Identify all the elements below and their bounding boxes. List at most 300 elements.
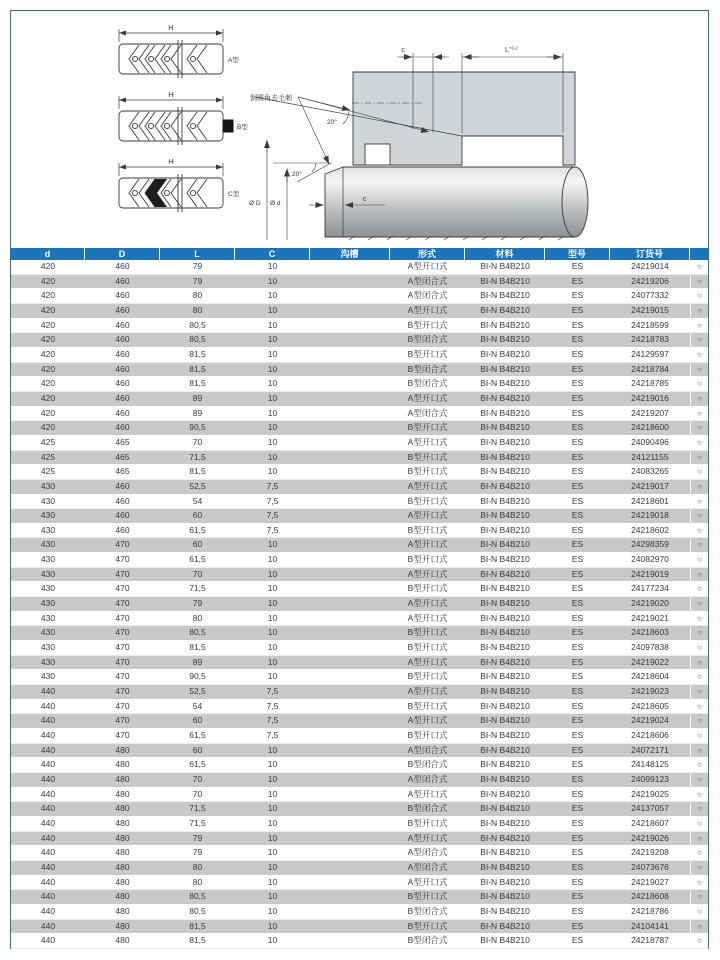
- cell-groove: [310, 480, 390, 494]
- table-header-row: [11, 248, 708, 260]
- cell-L: 89: [192, 656, 203, 667]
- cell-model: ES: [571, 656, 584, 667]
- cell-groove: [310, 538, 390, 552]
- cell-C: 10: [267, 275, 278, 286]
- cell-stock-mark: ○: [690, 802, 708, 816]
- cell-d: 420: [40, 290, 56, 301]
- cell-d: 440: [40, 817, 56, 828]
- cell-order-no: 24218784: [631, 363, 669, 374]
- table-row: [11, 905, 708, 920]
- cell-order-no: 24219015: [631, 304, 669, 315]
- table-row: [11, 656, 708, 671]
- cell-form: B型开口式: [407, 730, 448, 740]
- cell-stock-mark: ○: [690, 920, 708, 934]
- cell-d: 430: [40, 612, 56, 623]
- cell-model: ES: [571, 759, 584, 770]
- cell-d: 430: [40, 598, 56, 609]
- cell-model: ES: [571, 392, 584, 403]
- cell-form: B型闭合式: [407, 759, 448, 770]
- cell-form: A型开口式: [407, 568, 448, 579]
- cell-C: 10: [267, 392, 278, 403]
- cell-L: 80,5: [189, 334, 206, 345]
- cell-order-no: 24218606: [631, 730, 669, 740]
- cell-order-no: 24219018: [631, 510, 669, 521]
- cell-L: 81,5: [189, 378, 206, 389]
- cell-stock-mark: ○: [690, 275, 708, 289]
- table-row: [11, 832, 708, 847]
- table-row: [11, 333, 708, 348]
- cell-model: ES: [571, 700, 584, 711]
- cell-model: ES: [571, 319, 584, 330]
- cell-L: 52,5: [189, 686, 206, 697]
- cell-d: 425: [40, 466, 56, 477]
- cell-C: 10: [267, 290, 278, 301]
- cell-C: 10: [267, 539, 278, 550]
- cell-order-no: 24219016: [631, 392, 669, 403]
- cell-order-no: 24104141: [631, 920, 669, 931]
- cell-material: BI-N B4B210: [480, 319, 530, 330]
- table-row: [11, 597, 708, 612]
- drawings-svg: [11, 11, 708, 248]
- cell-order-no: 24218602: [631, 524, 669, 535]
- cell-material: BI-N B4B210: [480, 861, 530, 872]
- cell-model: ES: [571, 495, 584, 506]
- cell-stock-mark: ○: [690, 670, 708, 684]
- cell-model: ES: [571, 598, 584, 609]
- angle-bottom-label: 20°: [292, 171, 302, 178]
- cell-d: 420: [40, 348, 56, 359]
- cell-material: BI-N B4B210: [480, 304, 530, 315]
- table-row: [11, 495, 708, 510]
- dim-h-label: H: [168, 23, 174, 32]
- cell-D: 470: [115, 671, 130, 682]
- cell-C: 10: [267, 642, 278, 653]
- cell-L: 81,5: [189, 348, 206, 359]
- cell-C: 10: [267, 773, 278, 784]
- cell-model: ES: [571, 466, 584, 477]
- cell-material: BI-N B4B210: [480, 700, 530, 711]
- cell-L: 80: [192, 876, 203, 887]
- cell-order-no: 24083265: [631, 466, 669, 477]
- cell-order-no: 24219014: [631, 261, 669, 271]
- cell-order-no: 24219207: [631, 407, 669, 418]
- cell-D: 460: [115, 261, 130, 271]
- cell-stock-mark: ○: [690, 861, 708, 875]
- cell-D: 480: [115, 905, 130, 916]
- cell-L: 60: [192, 510, 203, 521]
- cell-material: BI-N B4B210: [480, 363, 530, 374]
- cell-order-no: 24219023: [631, 686, 669, 697]
- cell-groove: [310, 304, 390, 318]
- cell-stock-mark: ○: [690, 348, 708, 362]
- table-row: [11, 817, 708, 832]
- cell-d: 440: [40, 803, 56, 814]
- cell-groove: [310, 861, 390, 875]
- cell-form: A型开口式: [407, 876, 448, 887]
- cell-order-no: 24219022: [631, 656, 669, 667]
- cell-D: 470: [115, 642, 130, 653]
- deburr-note-label: 倒圆角去毛刺: [250, 95, 292, 102]
- cell-model: ES: [571, 290, 584, 301]
- cell-D: 470: [115, 730, 130, 740]
- cell-d: 440: [40, 861, 56, 872]
- cell-d: 440: [40, 788, 56, 799]
- table-row: [11, 788, 708, 803]
- cell-D: 460: [115, 334, 130, 345]
- cell-D: 460: [115, 480, 130, 491]
- cell-stock-mark: ○: [690, 524, 708, 538]
- cell-order-no: 24218783: [631, 334, 669, 345]
- cell-D: 460: [115, 319, 130, 330]
- header-D: D: [85, 248, 160, 260]
- header-groove: 沟槽: [310, 248, 390, 260]
- cell-D: 480: [115, 817, 130, 828]
- cell-groove: [310, 348, 390, 362]
- table-row: [11, 685, 708, 700]
- cell-L: 52,5: [189, 480, 206, 491]
- cell-C: 10: [267, 348, 278, 359]
- cell-L: 81,5: [189, 642, 206, 653]
- cell-material: BI-N B4B210: [480, 510, 530, 521]
- cell-groove: [310, 407, 390, 421]
- cell-form: A型开口式: [407, 392, 448, 403]
- cell-model: ES: [571, 832, 584, 843]
- cell-form: A型闭合式: [407, 275, 448, 286]
- cell-material: BI-N B4B210: [480, 568, 530, 579]
- cell-D: 470: [115, 583, 130, 594]
- installation-drawing: [249, 46, 588, 241]
- cell-stock-mark: ○: [690, 626, 708, 640]
- cell-C: 10: [267, 876, 278, 887]
- cell-L: 80: [192, 861, 203, 872]
- cell-material: BI-N B4B210: [480, 392, 530, 403]
- cell-D: 470: [115, 656, 130, 667]
- table-row: [11, 289, 708, 304]
- cell-order-no: 24097838: [631, 642, 669, 653]
- cell-d: 420: [40, 378, 56, 389]
- cell-stock-mark: ○: [690, 392, 708, 406]
- cell-model: ES: [571, 510, 584, 521]
- cell-form: A型闭合式: [407, 744, 448, 755]
- cell-L: 80,5: [189, 627, 206, 638]
- cell-d: 420: [40, 407, 56, 418]
- cell-material: BI-N B4B210: [480, 817, 530, 828]
- cell-d: 440: [40, 935, 56, 946]
- cell-form: B型闭合式: [407, 935, 448, 946]
- cell-groove: [310, 656, 390, 670]
- cell-groove: [310, 714, 390, 728]
- table-row: [11, 802, 708, 817]
- dim-c-top-label: c: [401, 47, 405, 54]
- cell-order-no: 24218785: [631, 378, 669, 389]
- cell-form: B型闭合式: [407, 363, 448, 374]
- cell-L: 79: [192, 847, 203, 858]
- parts-table: [11, 248, 708, 949]
- cell-groove: [310, 289, 390, 303]
- cell-L: 79: [192, 275, 203, 286]
- table-row: [11, 304, 708, 319]
- cell-stock-mark: ○: [690, 773, 708, 787]
- cell-stock-mark: ○: [690, 582, 708, 596]
- cell-L: 80,5: [189, 319, 206, 330]
- cell-model: ES: [571, 730, 584, 740]
- cell-D: 480: [115, 891, 130, 902]
- cell-stock-mark: ○: [690, 758, 708, 772]
- cell-D: 465: [115, 466, 130, 477]
- page-frame: [10, 10, 709, 949]
- cell-order-no: 24218600: [631, 422, 669, 433]
- cell-order-no: 24077332: [631, 290, 669, 301]
- table-row: [11, 451, 708, 466]
- cell-groove: [310, 788, 390, 802]
- cell-form: B型开口式: [407, 495, 448, 506]
- cell-form: B型闭合式: [407, 334, 448, 345]
- cell-d: 440: [40, 700, 56, 711]
- cell-D: 480: [115, 759, 130, 770]
- cell-D: 480: [115, 920, 130, 931]
- cell-d: 430: [40, 642, 56, 653]
- cell-material: BI-N B4B210: [480, 451, 530, 462]
- cell-D: 460: [115, 510, 130, 521]
- cell-d: 430: [40, 568, 56, 579]
- table-row: [11, 260, 708, 275]
- cell-stock-mark: ○: [690, 465, 708, 479]
- cell-order-no: 24218607: [631, 817, 669, 828]
- dim-h-label: H: [168, 157, 174, 166]
- cell-form: A型闭合式: [407, 290, 448, 301]
- header-material: 材料: [465, 248, 545, 260]
- cell-L: 61,5: [189, 759, 206, 770]
- cell-order-no: 24219017: [631, 480, 669, 491]
- cell-form: B型开口式: [407, 554, 448, 565]
- cell-C: 10: [267, 334, 278, 345]
- header-order-no: 订货号: [610, 248, 690, 260]
- cell-model: ES: [571, 407, 584, 418]
- cell-stock-mark: ○: [690, 934, 708, 948]
- table-row: [11, 436, 708, 451]
- table-row: [11, 509, 708, 524]
- cell-C: 10: [267, 261, 278, 271]
- cell-L: 54: [192, 700, 203, 711]
- cell-C: 10: [267, 466, 278, 477]
- cell-C: 10: [267, 304, 278, 315]
- table-row: [11, 319, 708, 334]
- header-L: L: [160, 248, 235, 260]
- cell-model: ES: [571, 554, 584, 565]
- cell-D: 460: [115, 348, 130, 359]
- cell-material: BI-N B4B210: [480, 788, 530, 799]
- table-row: [11, 861, 708, 876]
- cell-d: 420: [40, 363, 56, 374]
- table-row: [11, 407, 708, 422]
- cell-C: 10: [267, 422, 278, 433]
- cell-C: 10: [267, 436, 278, 447]
- cell-C: 10: [267, 363, 278, 374]
- cell-D: 480: [115, 876, 130, 887]
- cell-C: 10: [267, 905, 278, 916]
- cell-order-no: 24298359: [631, 539, 669, 550]
- cell-stock-mark: ○: [690, 509, 708, 523]
- table-row: [11, 480, 708, 495]
- cell-material: BI-N B4B210: [480, 407, 530, 418]
- cell-C: 10: [267, 612, 278, 623]
- cell-order-no: 24072171: [631, 744, 669, 755]
- cell-order-no: 24218601: [631, 495, 669, 506]
- cell-C: 7,5: [266, 700, 279, 711]
- cell-form: A型开口式: [407, 304, 448, 315]
- cell-model: ES: [571, 334, 584, 345]
- cell-C: 10: [267, 583, 278, 594]
- cell-material: BI-N B4B210: [480, 348, 530, 359]
- cell-form: A型开口式: [407, 539, 448, 550]
- cell-model: ES: [571, 348, 584, 359]
- cell-D: 460: [115, 495, 130, 506]
- table-row: [11, 744, 708, 759]
- cell-groove: [310, 685, 390, 699]
- cell-C: 7,5: [266, 495, 279, 506]
- cell-groove: [310, 553, 390, 567]
- seal-type-a-label: A型: [228, 57, 239, 64]
- cell-form: B型开口式: [407, 583, 448, 594]
- cell-order-no: 24082970: [631, 554, 669, 565]
- cell-d: 430: [40, 510, 56, 521]
- dim-diameters: [249, 140, 287, 240]
- cell-d: 440: [40, 686, 56, 697]
- cell-form: A型开口式: [407, 261, 448, 271]
- cell-L: 71,5: [189, 817, 206, 828]
- cell-d: 430: [40, 671, 56, 682]
- cell-C: 10: [267, 759, 278, 770]
- cell-material: BI-N B4B210: [480, 290, 530, 301]
- cell-order-no: 24219206: [631, 275, 669, 286]
- cell-model: ES: [571, 817, 584, 828]
- cell-D: 480: [115, 773, 130, 784]
- cell-d: 430: [40, 480, 56, 491]
- cell-material: BI-N B4B210: [480, 935, 530, 946]
- cell-L: 71,5: [189, 451, 206, 462]
- cell-model: ES: [571, 671, 584, 682]
- cell-groove: [310, 670, 390, 684]
- cell-D: 465: [115, 436, 130, 447]
- cell-stock-mark: ○: [690, 656, 708, 670]
- cell-groove: [310, 451, 390, 465]
- cell-groove: [310, 817, 390, 831]
- table-row: [11, 275, 708, 290]
- cell-model: ES: [571, 803, 584, 814]
- cell-C: 10: [267, 598, 278, 609]
- cell-d: 420: [40, 392, 56, 403]
- rod-end: [562, 167, 588, 237]
- cell-material: BI-N B4B210: [480, 773, 530, 784]
- cell-D: 470: [115, 598, 130, 609]
- cell-d: 440: [40, 759, 56, 770]
- cell-model: ES: [571, 539, 584, 550]
- cell-d: 420: [40, 334, 56, 345]
- cell-stock-mark: ○: [690, 729, 708, 743]
- cell-model: ES: [571, 524, 584, 535]
- cell-stock-mark: ○: [690, 846, 708, 860]
- table-row: [11, 934, 708, 949]
- cell-L: 60: [192, 715, 203, 726]
- table-row: [11, 392, 708, 407]
- cell-model: ES: [571, 773, 584, 784]
- cell-model: ES: [571, 920, 584, 931]
- cell-form: A型闭合式: [407, 773, 448, 784]
- cell-groove: [310, 626, 390, 640]
- cell-D: 470: [115, 568, 130, 579]
- cell-C: 7,5: [266, 715, 279, 726]
- cell-D: 470: [115, 539, 130, 550]
- cell-groove: [310, 421, 390, 435]
- cell-order-no: 24219026: [631, 832, 669, 843]
- cell-stock-mark: ○: [690, 289, 708, 303]
- cell-stock-mark: ○: [690, 451, 708, 465]
- cell-D: 470: [115, 700, 130, 711]
- cell-L: 81,5: [189, 935, 206, 946]
- header-C: C: [235, 248, 310, 260]
- cell-order-no: 24219020: [631, 598, 669, 609]
- header-d: d: [11, 248, 85, 260]
- cell-L: 71,5: [189, 803, 206, 814]
- table-row: [11, 612, 708, 627]
- seal-section-type-c: [119, 157, 240, 212]
- cell-d: 440: [40, 744, 56, 755]
- cell-D: 460: [115, 363, 130, 374]
- cell-D: 460: [115, 275, 130, 286]
- cell-groove: [310, 333, 390, 347]
- cell-form: B型开口式: [407, 642, 448, 653]
- cell-L: 61,5: [189, 730, 206, 740]
- cell-L: 79: [192, 832, 203, 843]
- cell-C: 10: [267, 554, 278, 565]
- cell-model: ES: [571, 642, 584, 653]
- cell-D: 460: [115, 290, 130, 301]
- cell-order-no: 24219021: [631, 612, 669, 623]
- table-row: [11, 670, 708, 685]
- cell-stock-mark: ○: [690, 744, 708, 758]
- cell-form: B型开口式: [407, 671, 448, 682]
- cell-d: 430: [40, 656, 56, 667]
- cell-form: B型开口式: [407, 348, 448, 359]
- cell-groove: [310, 641, 390, 655]
- cell-stock-mark: ○: [690, 890, 708, 904]
- cell-material: BI-N B4B210: [480, 671, 530, 682]
- cell-model: ES: [571, 275, 584, 286]
- cell-form: A型开口式: [407, 436, 448, 447]
- cell-material: BI-N B4B210: [480, 876, 530, 887]
- dim-length-label: $L^{+0.2}$: [505, 45, 518, 54]
- cell-L: 70: [192, 773, 203, 784]
- cell-D: 480: [115, 744, 130, 755]
- cell-groove: [310, 802, 390, 816]
- cell-model: ES: [571, 583, 584, 594]
- cell-D: 460: [115, 378, 130, 389]
- cell-stock-mark: ○: [690, 685, 708, 699]
- table-row: [11, 700, 708, 715]
- cell-form: A型开口式: [407, 788, 448, 799]
- cell-form: B型闭合式: [407, 378, 448, 389]
- cell-L: 61,5: [189, 554, 206, 565]
- cell-C: 10: [267, 568, 278, 579]
- cell-model: ES: [571, 905, 584, 916]
- cell-d: 430: [40, 524, 56, 535]
- cell-material: BI-N B4B210: [480, 480, 530, 491]
- cell-model: ES: [571, 451, 584, 462]
- cell-C: 7,5: [266, 686, 279, 697]
- cell-C: 10: [267, 920, 278, 931]
- cell-C: 10: [267, 451, 278, 462]
- cell-stock-mark: ○: [690, 553, 708, 567]
